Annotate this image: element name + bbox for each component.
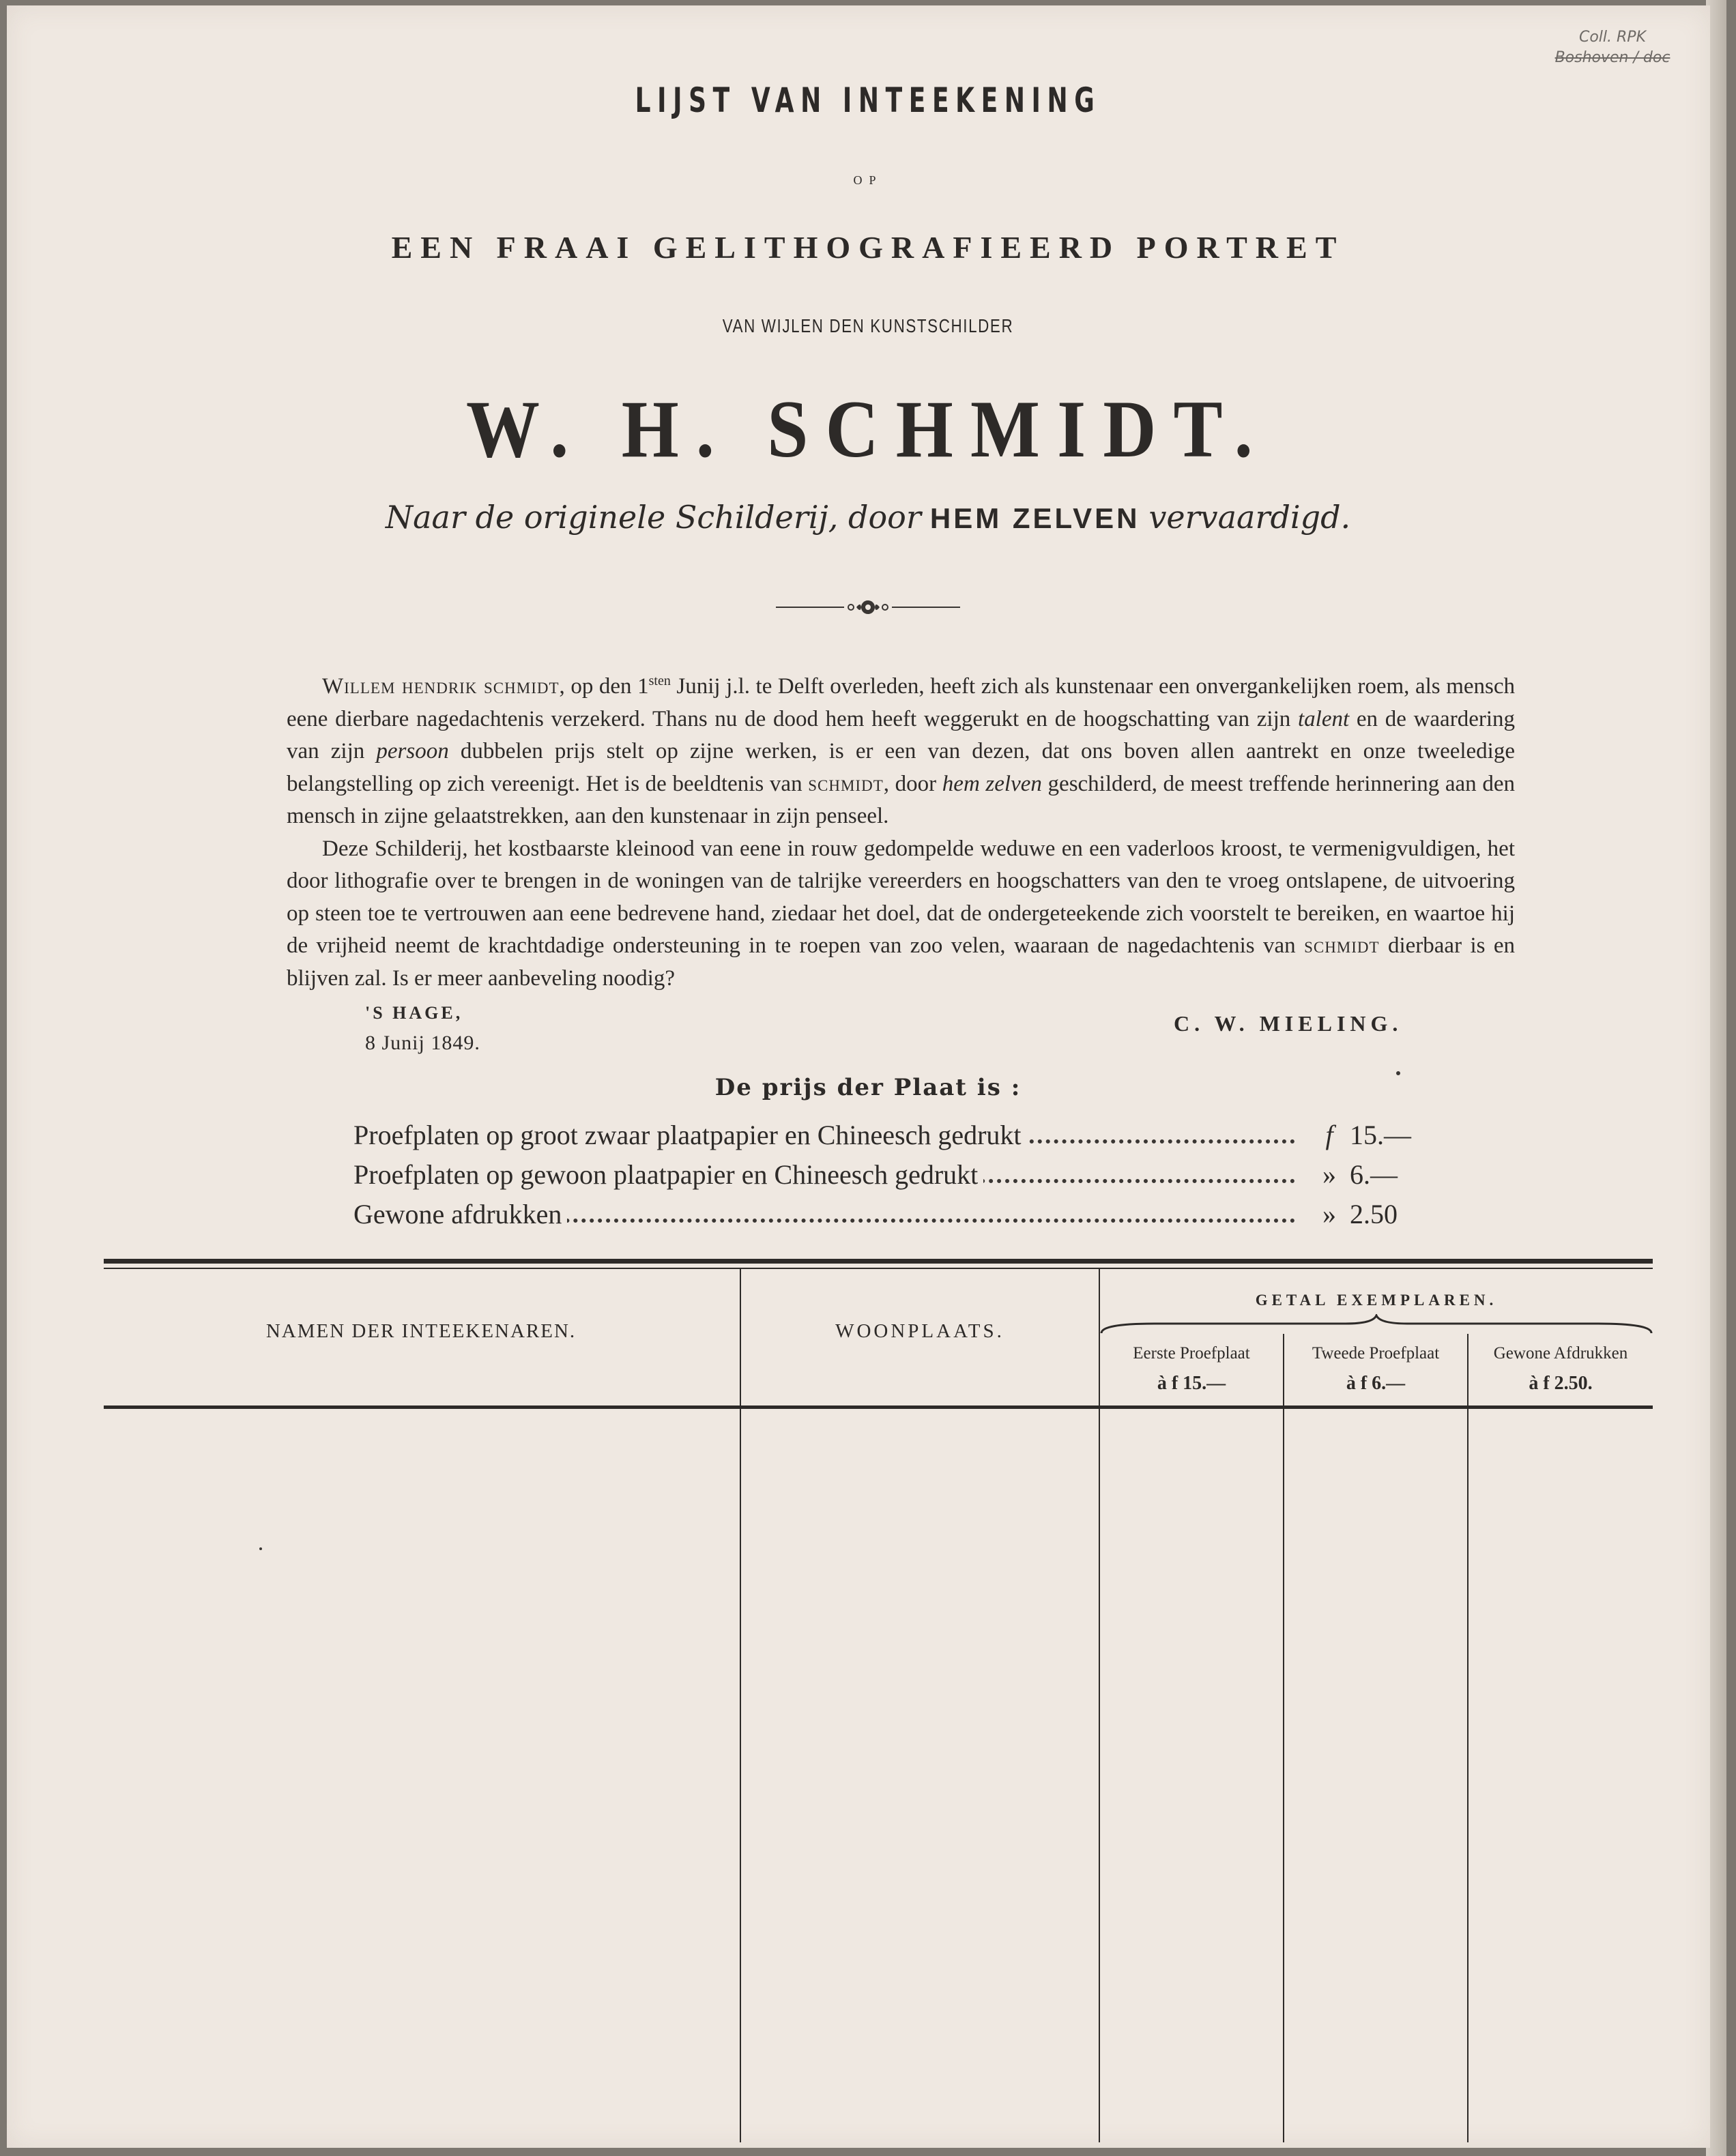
price-currency: » <box>1309 1198 1350 1230</box>
subheader-label: Gewone Afdrukken <box>1493 1344 1628 1363</box>
p1-text-b: Junij j.l. te Delft overleden, heeft zich als kunstenaar een onvergankelijken roem, als mensch eene dierbare nagedachtenis verzekerd. Thans nu de dood hem heeft weggerukt en de hoogschatting van zijn <box>287 674 1516 731</box>
price-row <box>353 1198 1411 1236</box>
subheader-price: à f 6.— <box>1346 1373 1406 1394</box>
header-bottom-rule <box>741 1405 1099 1409</box>
subheader-common-prints <box>1469 1339 1653 1399</box>
origin-line-a: Naar de originele Schilderij, door <box>385 499 921 536</box>
van-wijlen-line: VAN WIJLEN DEN KUNSTSCHILDER <box>722 315 1014 336</box>
price-heading: De prijs der Plaat is : <box>714 1074 1022 1101</box>
price-amount: 15.— <box>1350 1120 1411 1150</box>
origin-line-b: HEM ZELVEN <box>929 502 1140 534</box>
pencil-note-line2: Boshoven / doc <box>1554 49 1670 66</box>
price-label: Proefplaten op gewoon plaatpapier en Chineesch gedrukt <box>353 1159 983 1191</box>
body-text <box>287 665 1515 995</box>
p1-text-e: , door <box>883 771 942 796</box>
subheader-second-proof <box>1284 1339 1467 1399</box>
header-bottom-rule <box>1469 1405 1653 1409</box>
brace-ornament <box>1100 1314 1653 1335</box>
column-divider <box>740 1269 741 2142</box>
p1-schmidt: schmidt <box>808 771 884 796</box>
date: 8 Junij 1849. <box>365 1032 480 1054</box>
price-amount: 2.50 <box>1350 1199 1398 1229</box>
place-name: 'S HAGE, <box>365 1003 463 1023</box>
subheader-price: à f 15.— <box>1157 1373 1226 1394</box>
paragraph-1 <box>287 665 1515 833</box>
subheader-price: à f 2.50. <box>1529 1373 1593 1394</box>
document-subtitle: EEN FRAAI GELITHOGRAFIEERD PORTRET <box>391 230 1345 265</box>
p2-text-a: Deze Schilderij, het kostbaarste kleinood van eene in rouw gedompelde weduwe en een vaderloos kroost, te vermenigvuldigen, het door lithografie over te brengen in de woningen van de talrijke vereerders en hoogschatters van den te vroeg ontslapene, de uitvoering op steen toe te vertrouwen aan eene bedrevene hand, ziedaar het doel, dat de ondergeteekende zich voorstelt te bereiken, en waartoe hij de vrijheid neemt de krachtdadige ondersteuning in te roepen van zoo velen, waaraan de nagedachtenis van <box>287 836 1515 958</box>
p1-text-c: en de waardering van zijn <box>287 706 1515 763</box>
pencil-annotation <box>1541 27 1684 68</box>
column-divider <box>1283 1334 1284 2142</box>
title-op: OP <box>853 173 883 187</box>
subheader-label: Eerste Proefplaat <box>1133 1344 1250 1363</box>
p2-text-b: dierbaar is en blijven zal. Is er meer aanbeveling noodig? <box>287 933 1515 991</box>
p2-schmidt: schmidt <box>1304 933 1380 958</box>
column-divider <box>1099 1269 1100 2142</box>
origin-line <box>0 497 1736 537</box>
header-bottom-rule <box>1100 1405 1283 1409</box>
column-header-copies: GETAL EXEMPLAREN. <box>1255 1292 1498 1309</box>
stray-mark <box>259 1547 262 1550</box>
signer-name: C. W. MIELING. <box>1174 1011 1403 1036</box>
subheader-first-proof <box>1100 1339 1283 1399</box>
p1-name: Willem hendrik schmidt <box>322 674 560 699</box>
price-currency: » <box>1309 1159 1350 1191</box>
ornament-divider <box>0 594 1736 621</box>
header-bottom-rule <box>104 1405 740 1409</box>
p1-text-d: dubbelen prijs stelt op zijne werken, is er een van dezen, dat ons boven allen aantrekt en onze tweeledige belangstelling op zich vereenigt. Het is de beeldtenis van <box>287 739 1515 796</box>
artist-name: W. H. SCHMIDT. <box>466 383 1270 474</box>
pencil-note-line1: Coll. RPK <box>1578 29 1646 46</box>
place-date <box>365 1003 480 1055</box>
p1-sup: sten <box>648 673 671 688</box>
column-header-names: NAMEN DER INTEEKENAREN. <box>265 1320 577 1342</box>
table-top-rule-thin <box>104 1268 1653 1269</box>
subheader-label: Tweede Proefplaat <box>1312 1344 1440 1363</box>
p1-text-f: geschilderd, de meest treffende herinnering aan den mensch in zijne gelaatstrekken, aan den kunstenaar in zijn penseel. <box>287 771 1515 828</box>
origin-line-c: vervaardigd. <box>1148 499 1351 536</box>
price-row <box>353 1119 1411 1157</box>
p1-persoon: persoon <box>376 739 449 763</box>
document-title: LIJST VAN INTEEKENING <box>635 81 1101 120</box>
paragraph-2 <box>287 833 1515 995</box>
column-divider <box>1467 1334 1469 2142</box>
header-bottom-rule <box>1284 1405 1467 1409</box>
price-amount: 6.— <box>1350 1159 1398 1190</box>
p1-talent: talent <box>1297 706 1350 731</box>
price-row <box>353 1159 1411 1197</box>
p1-text-a: , op den 1 <box>559 674 649 699</box>
p1-hem-zelven: hem zelven <box>942 771 1042 796</box>
price-label: Proefplaten op groot zwaar plaatpapier en Chineesch gedrukt <box>353 1119 1027 1151</box>
table-top-rule-thick <box>104 1259 1653 1264</box>
price-label: Gewone afdrukken <box>353 1198 567 1230</box>
price-currency: f <box>1309 1119 1350 1151</box>
column-header-residence: WOONPLAATS. <box>835 1320 1004 1342</box>
